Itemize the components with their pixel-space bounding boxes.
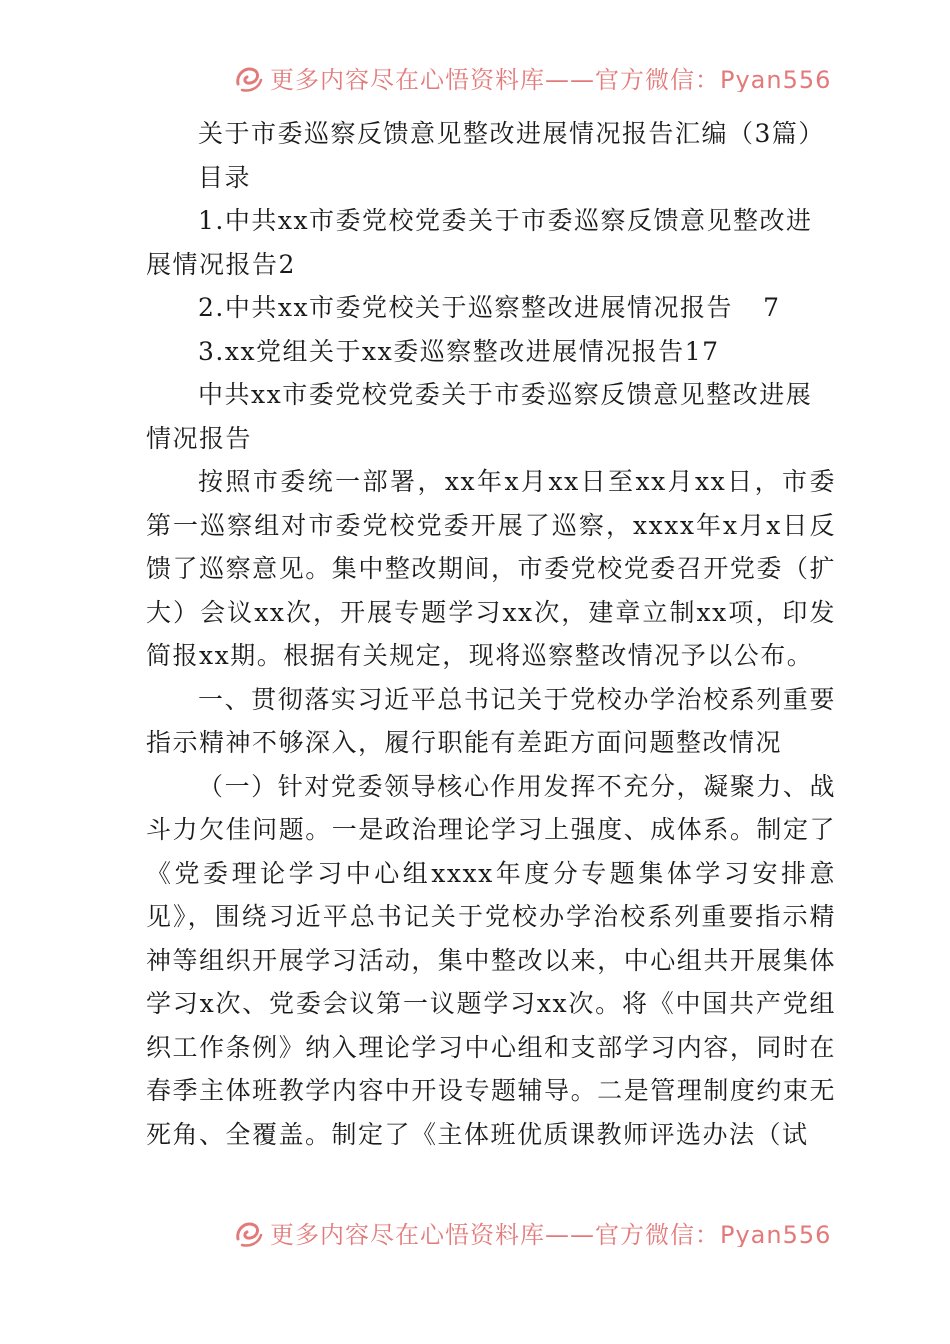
intro-paragraph: 按照市委统一部署，xx年x月xx日至xx月xx日，市委第一巡察组对市委党校党委开展了巡察，xxxx年x月x日反馈了巡察意见。集中整改期间，市委党校党委召开党委（扩大）会议xx次，开展专题学习xx次，建章立制xx项，印发简报xx期。根据有关规定，现将巡察整改情况予以公布。 — [146, 467, 836, 670]
swirl-logo-icon — [232, 62, 264, 93]
report-title-cont: 情况报告 — [146, 423, 253, 453]
document-title: 关于市委巡察反馈意见整改进展情况报告汇编（3篇） — [198, 119, 825, 148]
toc-entry-1-cont: 展情况报告2 — [146, 249, 296, 279]
watermark-text: 更多内容尽在心悟资料库——官方微信：Pyan556 — [270, 66, 832, 92]
report-title: 中共xx市委党校党委关于市委巡察反馈意见整改进展 — [198, 380, 813, 409]
toc-heading: 目录 — [198, 162, 252, 192]
section-paragraph: （一）针对党委领导核心作用发挥不充分，凝聚力、战斗力欠佳问题。一是政治理论学习上强度、成体系。制定了《党委理论学习中心组xxxx年度分专题集体学习安排意见》，围绕习近平总书记关于党校办学治校系列重要指示精神等组织开展学习活动，集中整改以来，中心组共开展集体学习x次、党委会议第一议题学习xx次。将《中国共产党组织工作条例》纳入理论学习中心组和支部学习内容，同时在春季主体班教学内容中开设专题辅导。二是管理制度约束无死角、全覆盖。制定了《主体班优质课教师评选办法（试 — [146, 771, 836, 1149]
toc-entry-2 — [146, 286, 836, 330]
toc-entry-2-text: 2.中共xx市委党校关于巡察整改进展情况报告 — [198, 293, 734, 322]
watermark-text: 更多内容尽在心悟资料库——官方微信：Pyan556 — [270, 1221, 832, 1247]
swirl-logo-icon — [232, 1217, 264, 1248]
toc-entry-3: 3.xx党组关于xx委巡察整改进展情况报告17 — [198, 336, 720, 366]
watermark-header — [0, 52, 950, 92]
watermark-footer — [0, 1207, 950, 1247]
document-body — [146, 112, 836, 1156]
toc-entry-1: 1.中共xx市委党校党委关于市委巡察反馈意见整改进 — [198, 206, 813, 235]
section-heading: 一、贯彻落实习近平总书记关于党校办学治校系列重要指示精神不够深入，履行职能有差距方面问题整改情况 — [146, 684, 836, 757]
toc-entry-2-page: 7 — [763, 293, 781, 322]
